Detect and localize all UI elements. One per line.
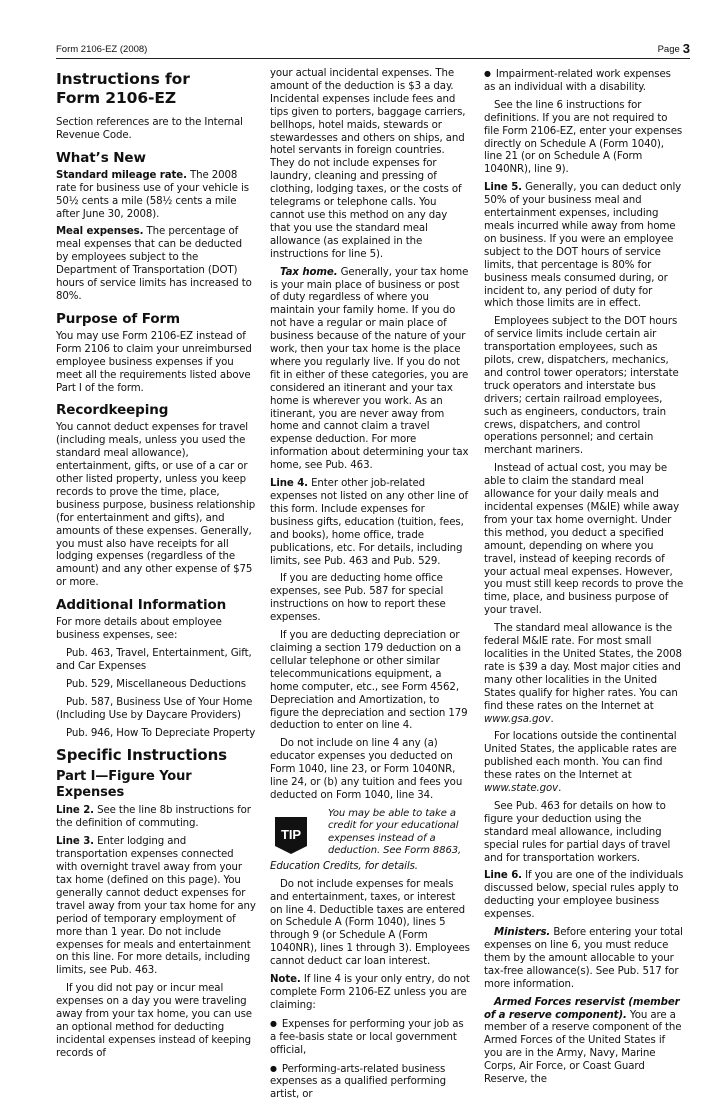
state-link[interactable]: www.state.gov xyxy=(484,783,559,795)
outside-text-b: . xyxy=(558,783,562,795)
actual-cost-paragraph: Instead of actual cost, you may be able to claim the standard meal allowance for your daily meals and incidental expenses (M&IE) while away from your tax home overnight. Under this method, you deduct a specified amount, depending on where you travel, instead of keeping records of your actual meal expenses. However, you must still keep records to prove the time, place, and business purpose of your travel. xyxy=(484,463,684,617)
incidental-continued: your actual incidental expenses. The amount of the deduction is $3 a day. Incidental expenses include fees and tips given to porters, baggage carriers, bellhops, hotel maids, stewards or stewardesses and others on ships, and hotel servants in foreign countries. They do not include expenses for laundry, cleaning and pressing of clothing, lodging taxes, or the costs of telegrams or telephone calls. You cannot use this method on any day that you use the standard meal allowance (as explained in the instructions for line 5). xyxy=(270,68,466,260)
tip-box xyxy=(270,808,470,858)
page-word: Page xyxy=(657,44,680,55)
ministers-lead: Ministers. xyxy=(494,927,551,939)
meals-paragraph: Do not include expenses for meals and entertainment, taxes, or interest on line 4. Deductible taxes are entered on Schedule A (Form 1040), lines 5 through 9 (or Schedule A (Form 1040NR), lines 1 through 3). Employees cannot deduct car loan interest. xyxy=(270,878,470,968)
page-indicator xyxy=(658,41,690,56)
whats-new-heading: What’s New xyxy=(56,149,146,166)
meal-text: The percentage of meal expenses that can be deducted by employees subject to the Department of Transportation (DOT) hours of service limits has increased to 80%. xyxy=(56,226,252,302)
line4-paragraph xyxy=(270,478,470,568)
tip-tail: Education Credits, for details. xyxy=(270,860,418,872)
line2-text: See the line 8b instructions for the definition of commuting. xyxy=(56,805,251,830)
bullet-item: ● Expenses for performing your job as a fee-basis state or local government official, xyxy=(270,1018,470,1058)
bullet-item: ● Impairment-related work expenses as an individual with a disability. xyxy=(484,68,684,95)
line6-lead: Line 6. xyxy=(484,870,522,882)
gsa-link[interactable]: www.gsa.gov xyxy=(484,713,551,725)
line3-text: Enter lodging and transportation expenses connected with overnight travel away from your tax home (defined on this page). You generally cannot deduct expenses for travel away from your tax home for any period of temporary employment of more than 1 year. Do not include expenses for meals and entertainment on this line. For more details, including limits, see Pub. 463. xyxy=(56,836,256,977)
incidental-paragraph: If you did not pay or incur meal expenses on a day you were traveling away from your tax home, you can use an optional method for deducting incidental expenses instead of keeping records of xyxy=(56,983,252,1059)
specific-instructions-heading: Specific Instructions xyxy=(56,746,227,765)
mileage-paragraph xyxy=(56,170,256,222)
pub-item: Pub. 529, Miscellaneous Deductions xyxy=(66,678,247,690)
line2-paragraph xyxy=(56,805,256,831)
line6-paragraph xyxy=(484,870,684,922)
instructions-title xyxy=(56,70,256,108)
mileage-text: The 2008 rate for business use of your vehicle is 50½ cents a mile (58½ cents a mile after June 30, 2008). xyxy=(56,169,249,220)
mileage-lead: Standard mileage rate. xyxy=(56,169,187,181)
home-office-paragraph: If you are deducting home office expenses, see Pub. 587 for special instructions on how to report these expenses. xyxy=(270,573,446,624)
pub-item: Pub. 587, Business Use of Your Home (Including Use by Daycare Providers) xyxy=(56,696,253,721)
tip-icon xyxy=(270,814,312,856)
armed-forces-text: You are a member of a reserve component of the Armed Forces of the United States if you are in the Army, Navy, Marine Corps, Air Force, or Coast Guard Reserve, the xyxy=(484,1009,682,1086)
note-paragraph xyxy=(270,974,470,1013)
tax-home-text: Generally, your tax home is your main place of business or post of duty regardless of where you maintain your family home. If you do not have a regular or main place of business because of the nature of your work, then your tax home is the place where you regularly live. If you do not fit in either of these categories, you are considered an itinerant and your tax home is wherever you work. As an itinerant, you are never away from home and cannot claim a travel expense deduction. For more information about determining your tax home, see Pub. 463. xyxy=(270,266,469,472)
standard-text-b: . xyxy=(550,713,554,725)
standard-meal-paragraph xyxy=(484,623,684,726)
recordkeeping-paragraph: You cannot deduct expenses for travel (including meals, unless you used the standard meal allowance), entertainment, gifts, or use of a car or other listed property, unless you keep records to prove the time, place, business purpose, business relationship (for entertainment and gifts), and amounts of these expenses. Generally, you must also have receipts for all lodging expenses (regardless of the amount) and any other expense of $75 or more. xyxy=(56,422,256,589)
additional-info-paragraph: For more details about employee business expenses, see: xyxy=(56,617,222,642)
line6-ref-paragraph: See the line 6 instructions for definitions. If you are not required to file Form 2106-EZ, enter your expenses directly on Schedule A (Form 1040), line 21 (or on Schedule A (Form 1040NR), line 9). xyxy=(484,99,683,176)
tax-home-paragraph xyxy=(270,267,470,474)
meal-lead: Meal expenses. xyxy=(56,226,144,238)
line4-text: Enter other job-related expenses not listed on any other line of this form. Include expenses for business gifts, education (tuition, fees, and books), home office, trade publications, etc. For details, including limits, see Pub. 463 and Pub. 529. xyxy=(270,478,469,567)
page-header xyxy=(56,40,690,59)
page-number: 3 xyxy=(682,41,690,56)
title-line-2: Form 2106-EZ xyxy=(56,89,176,107)
ministers-paragraph xyxy=(484,927,684,992)
line5-text: Generally, you can deduct only 50% of your business meal and entertainment expenses, including meals incurred while away from home on business. If you were an employee subject to the DOT hours of service limits, that percentage is 80% for business meals consumed during, or incident to, any period of duty for which those limits are in effect. xyxy=(484,182,682,310)
line3-lead: Line 3. xyxy=(56,836,94,848)
section-references: Section references are to the Internal Revenue Code. xyxy=(56,117,243,141)
line2-lead: Line 2. xyxy=(56,805,94,817)
pub463-paragraph: See Pub. 463 for details on how to figure your deduction using the standard meal allowance, including special rules for partial days of travel and for transportation workers. xyxy=(484,800,671,864)
column-2 xyxy=(270,68,470,1107)
depreciation-paragraph: If you are deducting depreciation or claiming a section 179 deduction on a cellular telephone or other similar telecommunications equipment, a home computer, etc., see Form 4562, Depreciation and Amortization, to figure the depreciation and section 179 deduction to enter on line 4. xyxy=(270,630,468,732)
tip-label: TIP xyxy=(281,826,301,842)
line5-paragraph xyxy=(484,182,684,311)
armed-forces-paragraph xyxy=(484,997,684,1087)
bullet-item: ● Performing-arts-related business expenses as a qualified performing artist, or xyxy=(270,1063,470,1103)
pub-item: Pub. 463, Travel, Entertainment, Gift, and Car Expenses xyxy=(56,648,252,672)
ministers-text: Before entering your total expenses on line 6, you must reduce them by the amount allocable to your tax-free allowance(s). See Pub. 517 for more information. xyxy=(484,927,683,990)
part1-heading: Part I—Figure Your Expenses xyxy=(56,769,192,801)
note-lead: Note. xyxy=(270,974,301,986)
outside-us-paragraph xyxy=(484,731,684,796)
outside-text-a: For locations outside the continental United States, the applicable rates are published each month. You can find these rates on the Internet at xyxy=(484,731,677,782)
purpose-paragraph: You may use Form 2106-EZ instead of Form 2106 to claim your unreimbursed employee business expenses if you meet all the requirements listed above Part I of the form. xyxy=(56,330,252,394)
pub-item: Pub. 946, How To Depreciate Property xyxy=(66,727,256,739)
line3-paragraph xyxy=(56,836,256,978)
meal-paragraph xyxy=(56,226,256,303)
title-line-1: Instructions for xyxy=(56,70,190,88)
line5-lead: Line 5. xyxy=(484,182,522,194)
line6-text: If you are one of the individuals discussed below, special rules apply to deducting your employee business expenses. xyxy=(484,870,684,921)
note-text: If line 4 is your only entry, do not complete Form 2106-EZ unless you are claiming: xyxy=(270,974,470,1011)
line4-lead: Line 4. xyxy=(270,478,308,490)
column-1 xyxy=(56,68,256,1066)
dot-paragraph: Employees subject to the DOT hours of service limits include certain air transportation employees, such as pilots, crew, dispatchers, mechanics, and control tower operators; interstate truck operators and interstate bus drivers; certain railroad employees, such as engineers, conductors, train crews, dispatchers, and control operations personnel; and certain merchant mariners. xyxy=(484,316,679,457)
purpose-heading: Purpose of Form xyxy=(56,310,181,327)
tax-home-lead: Tax home. xyxy=(280,266,338,278)
armed-forces-lead: Armed Forces reservist (member of a reserve component). xyxy=(484,996,680,1021)
educator-paragraph: Do not include on line 4 any (a) educator expenses you deducted on Form 1040, line 23, or Form 1040NR, line 24, or (b) any tuition and fees you deducted on Form 1040, line 34. xyxy=(270,738,463,801)
standard-text-a: The standard meal allowance is the federal M&IE rate. For most small localities in the United States, the 2008 rate is $39 a day. Most major cities and many other localities in the United States qualify for higher rates. You can find these rates on the Internet at xyxy=(484,623,682,712)
additional-info-heading: Additional Information xyxy=(56,597,227,614)
tip-text: You may be able to take a credit for your educational expenses instead of a deduction. See Form 8863, xyxy=(328,807,462,857)
form-label: Form 2106-EZ (2008) xyxy=(56,44,148,55)
recordkeeping-heading: Recordkeeping xyxy=(56,402,169,419)
column-3 xyxy=(484,68,684,1092)
